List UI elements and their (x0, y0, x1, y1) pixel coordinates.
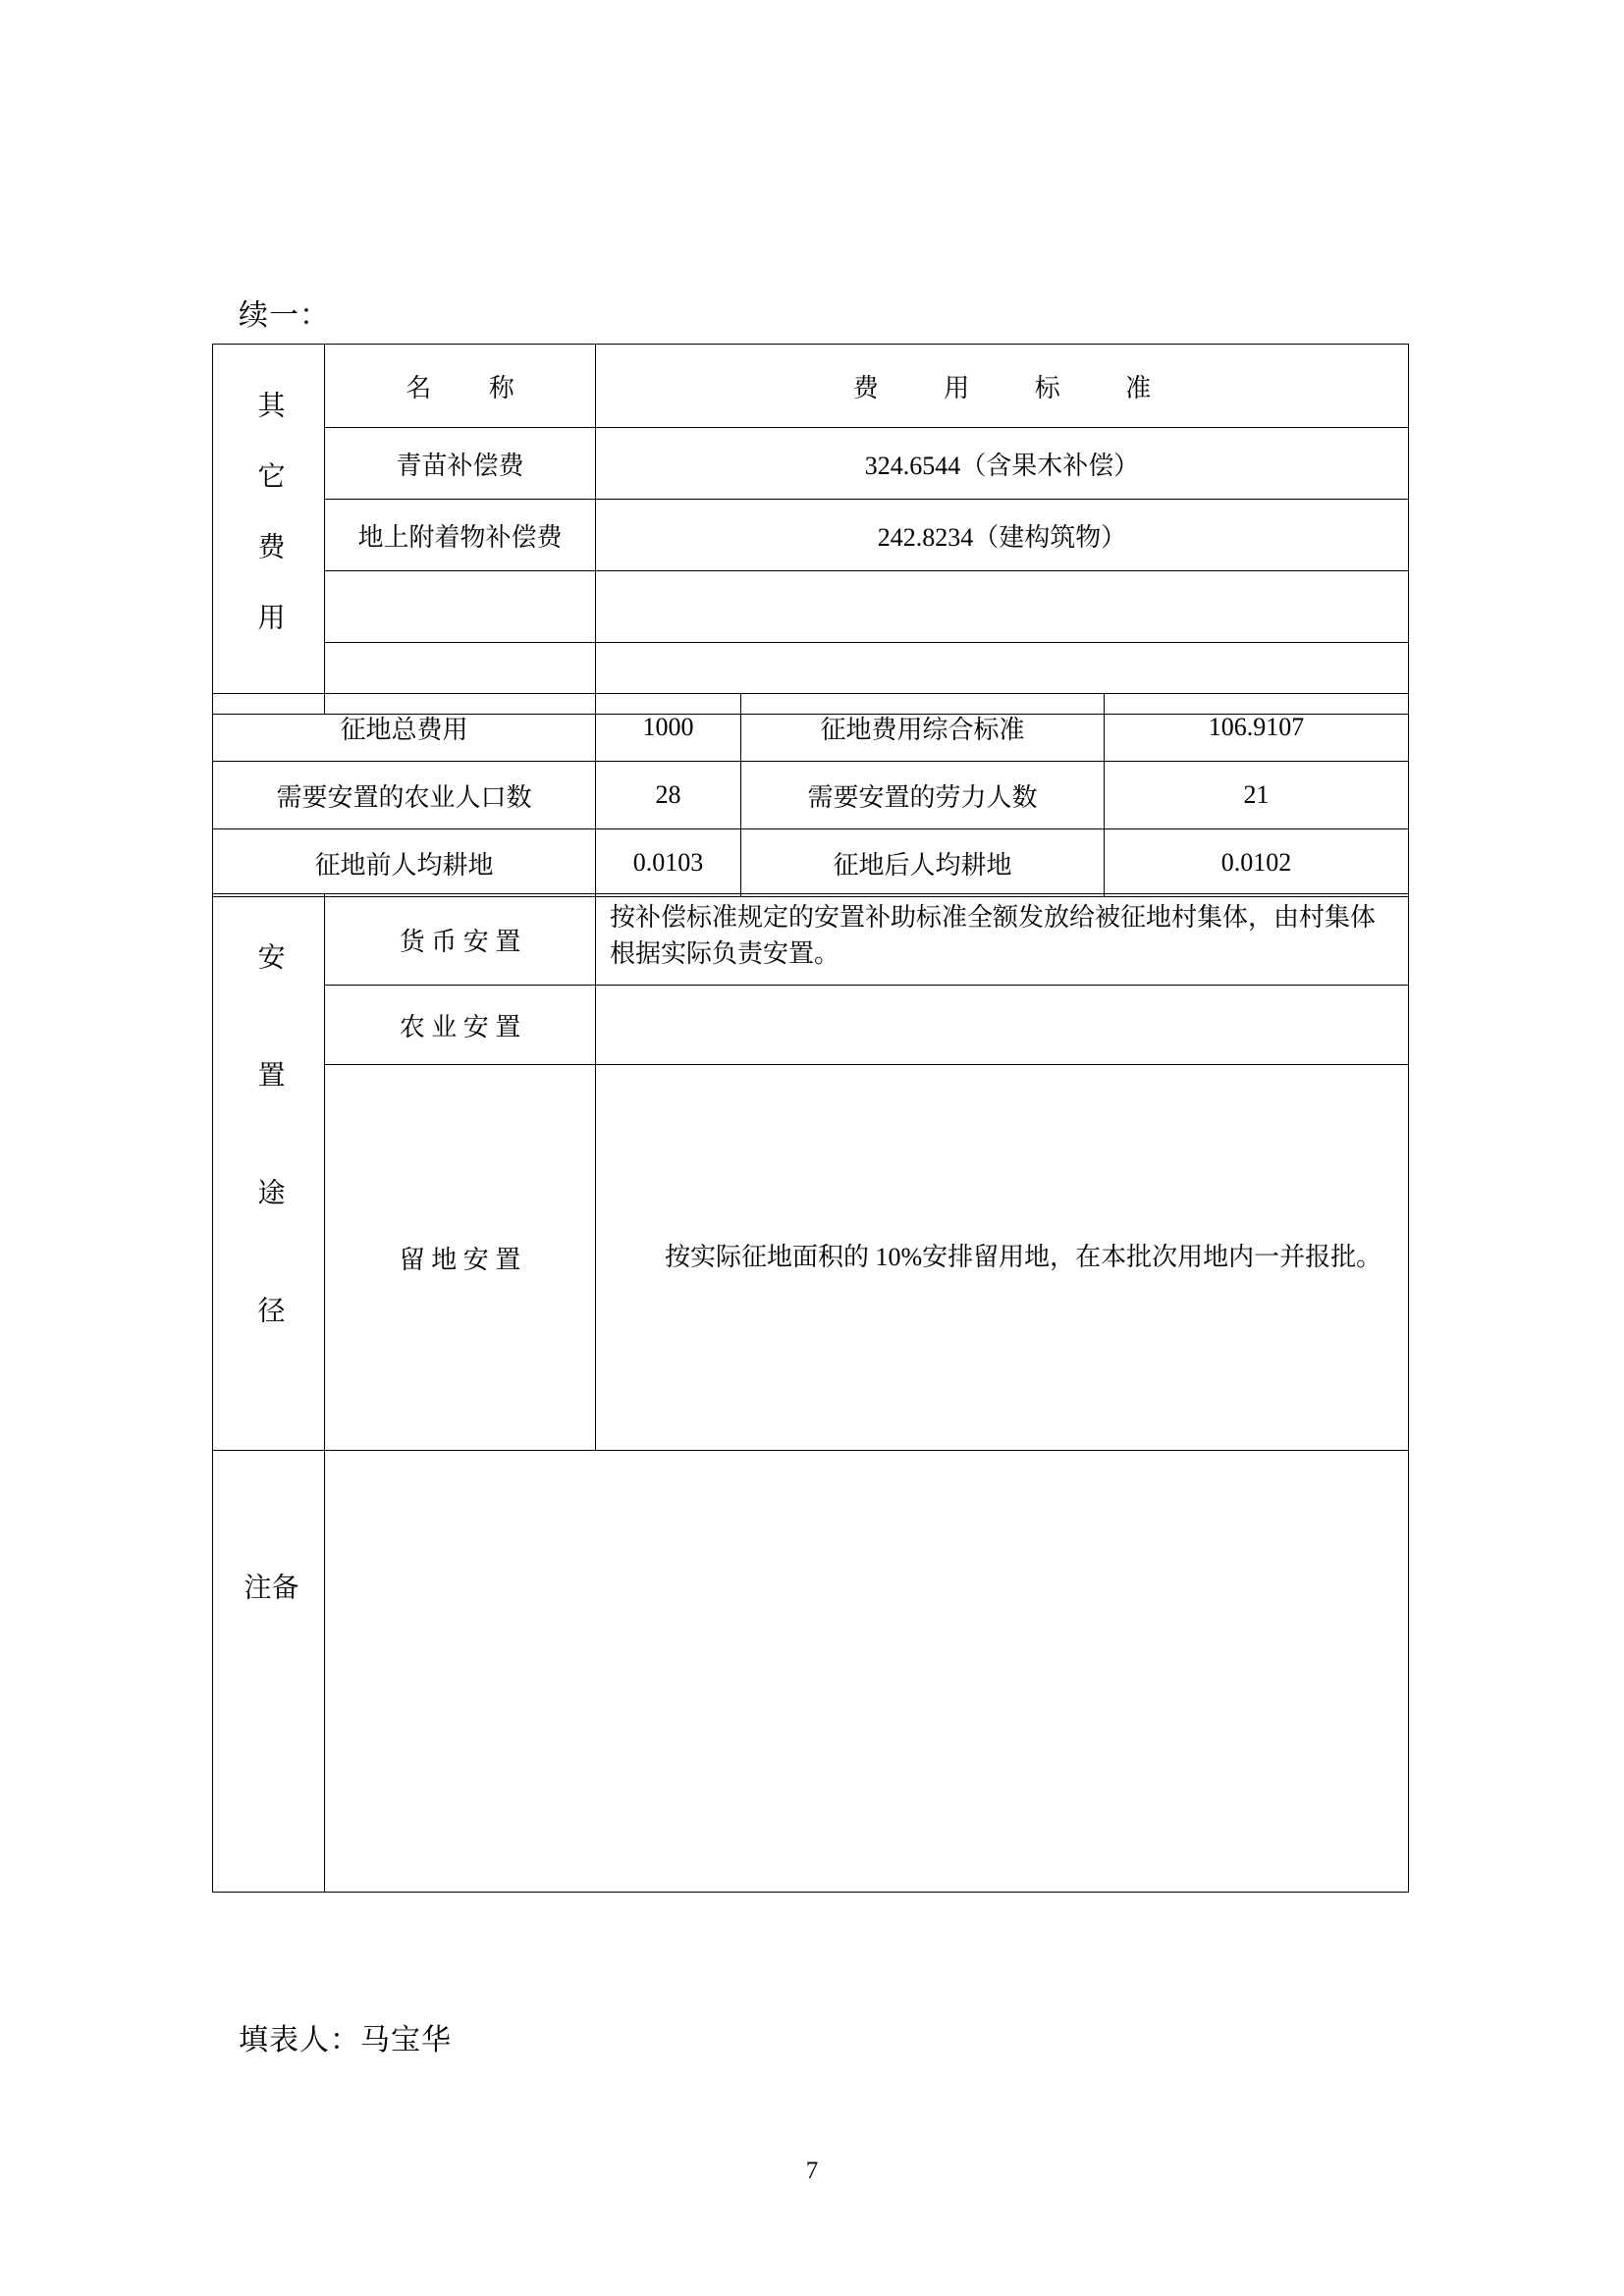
table-row (213, 500, 1409, 571)
land-reserve-resettlement-content: 按实际征地面积的 10%安排留用地，在本批次用地内一并报批。 (596, 1065, 1409, 1451)
other-fees-item-standard: 324.6544（含果木补偿） (596, 428, 1409, 500)
monetary-resettlement-label: 货 币 安 置 (325, 894, 596, 986)
remarks-content (325, 1451, 1409, 1893)
labor-population-value: 21 (1105, 762, 1409, 829)
continuation-label: 续一： (239, 299, 330, 332)
agricultural-population-value: 28 (596, 762, 741, 829)
farmland-before-value: 0.0103 (596, 829, 741, 897)
land-reserve-resettlement-label: 留 地 安 置 (325, 1065, 596, 1451)
table-row (213, 986, 1409, 1065)
monetary-resettlement-content: 按补偿标准规定的安置补助标准全额发放给被征地村集体，由村集体根据实际负责安置。 (596, 894, 1409, 986)
table-row (213, 571, 1409, 643)
total-cost-value: 1000 (596, 694, 741, 762)
other-fees-vertical-label (213, 345, 325, 715)
resettlement-table (212, 893, 1409, 1893)
farmland-after-label: 征地后人均耕地 (741, 829, 1105, 897)
other-fees-item-name: 地上附着物补偿费 (325, 500, 596, 571)
farmland-after-value: 0.0102 (1105, 829, 1409, 897)
table-row (213, 762, 1409, 829)
table-row (213, 345, 1409, 428)
farmland-before-label: 征地前人均耕地 (213, 829, 596, 897)
totals-table (212, 693, 1409, 897)
form-filler-label: 填表人：马宝华 (239, 2024, 452, 2056)
agricultural-population-label: 需要安置的农业人口数 (213, 762, 596, 829)
other-fees-item-standard: 242.8234（建构筑物） (596, 500, 1409, 571)
other-fees-item-name: 青苗补偿费 (325, 428, 596, 500)
other-fees-item-name (325, 571, 596, 643)
table-row (213, 1451, 1409, 1893)
comprehensive-standard-label: 征地费用综合标准 (741, 694, 1105, 762)
agricultural-resettlement-label: 农 业 安 置 (325, 986, 596, 1065)
agricultural-resettlement-content (596, 986, 1409, 1065)
resettlement-vertical-label (213, 894, 325, 1451)
remarks-vertical-label (213, 1451, 325, 1893)
table-row (213, 894, 1409, 986)
other-fees-item-standard (596, 571, 1409, 643)
comprehensive-standard-value: 106.9107 (1105, 694, 1409, 762)
table-row (213, 428, 1409, 500)
resettlement-vertical-label-text: 安置途径 (253, 941, 285, 1414)
remarks-vertical-label-text: 备注 (240, 1573, 298, 1792)
labor-population-label: 需要安置的劳力人数 (741, 762, 1105, 829)
total-cost-label: 征地总费用 (213, 694, 596, 762)
other-fees-header-standard: 费 用 标 准 (596, 345, 1409, 428)
other-fees-header-name: 名 称 (325, 345, 596, 428)
table-row (213, 1065, 1409, 1451)
other-fees-table (212, 344, 1409, 715)
table-row (213, 829, 1409, 897)
page-number: 7 (805, 2158, 819, 2184)
table-row (213, 694, 1409, 762)
other-fees-vertical-label-text: 其它费用 (253, 390, 285, 673)
